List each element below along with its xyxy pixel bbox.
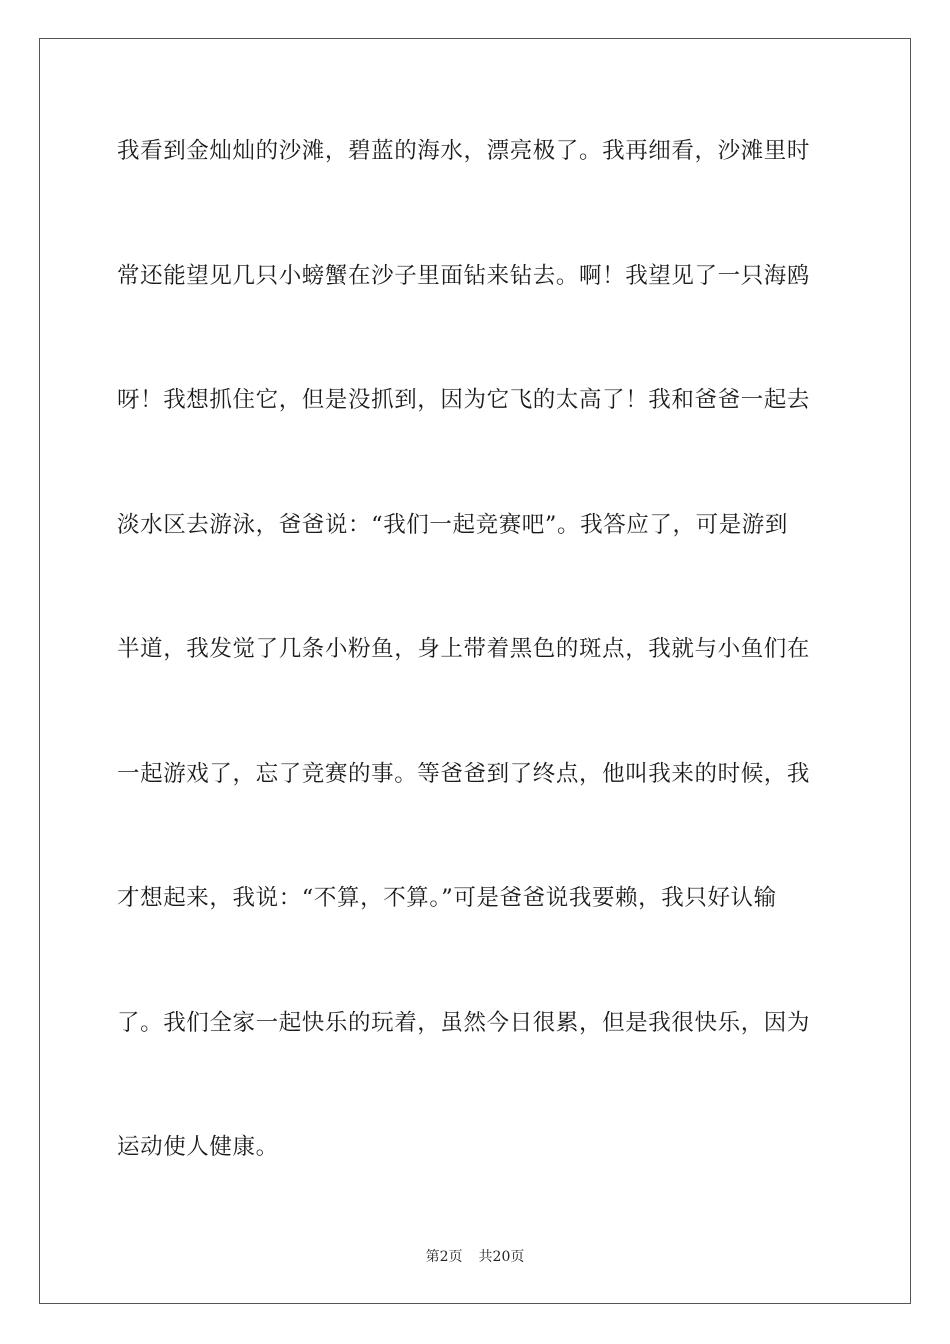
text-line: 半道，我发觉了几条小粉鱼，身上带着黑色的斑点，我就与小鱼们在	[117, 636, 811, 662]
document-body	[117, 128, 833, 1249]
total-pages: 共20页	[478, 1249, 525, 1265]
text-line: 常还能望见几只小螃蟹在沙子里面钻来钻去。啊！我望见了一只海鸥	[117, 262, 811, 289]
page-number: 第2页	[425, 1249, 463, 1265]
text-line: 呀！我想抓住它，但是没抓到，因为它飞的太高了！我和爸爸一起去	[117, 387, 811, 413]
text-line: 了。我们全家一起快乐的玩着，虽然今日很累，但是我很快乐，因为	[117, 1009, 811, 1036]
text-line: 一起游戏了，忘了竞赛的事。等爸爸到了终点，他叫我来的时候，我	[117, 760, 811, 787]
text-line: 运动使人健康。	[117, 1134, 279, 1160]
text-line: 才想起来，我说：“不算，不算。”可是爸爸说我要赖，我只好认输	[117, 885, 777, 911]
page-footer	[0, 1246, 950, 1266]
text-line: 淡水区去游泳，爸爸说：“我们一起竞赛吧”。我答应了，可是游到	[117, 511, 789, 538]
text-line: 我看到金灿灿的沙滩，碧蓝的海水，漂亮极了。我再细看，沙滩里时	[117, 138, 811, 164]
